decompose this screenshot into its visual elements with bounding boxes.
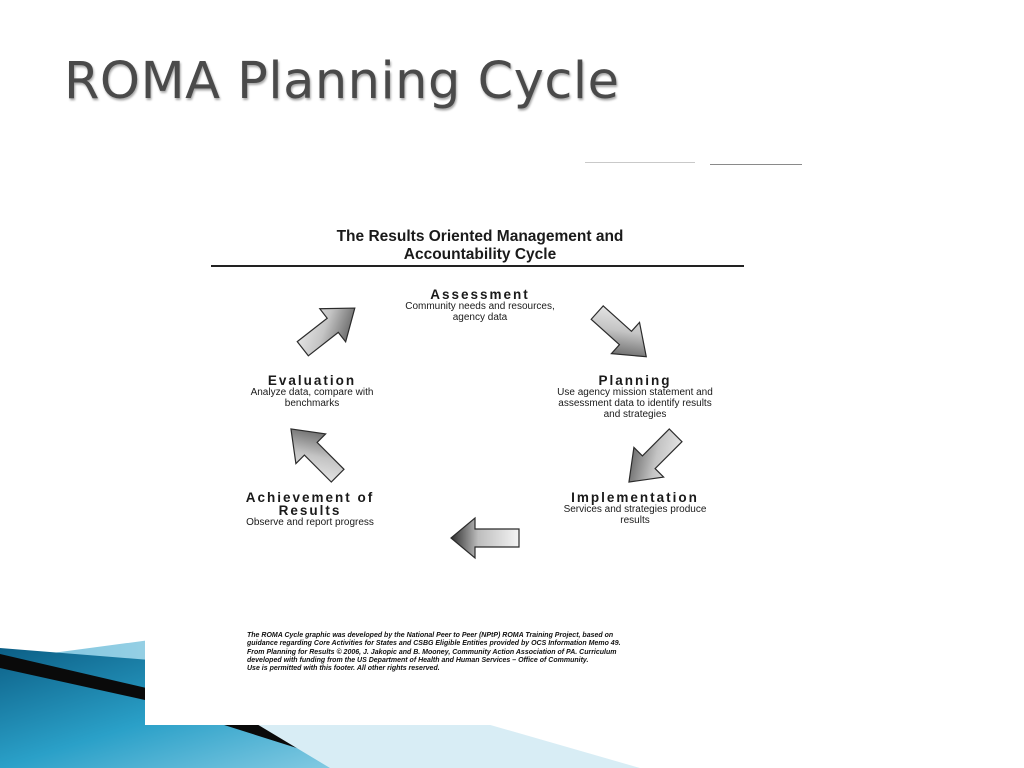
stage-description: Community needs and resources, — [405, 301, 555, 312]
stage-name: Results — [278, 503, 342, 518]
stage-name: Planning — [598, 373, 672, 388]
copyright-footer — [247, 632, 677, 673]
stage-description: Analyze data, compare with — [250, 387, 374, 398]
stage-description: Observe and report progress — [246, 517, 374, 528]
arrow-assessment-to-planning-icon — [583, 297, 660, 372]
arrow-implementation-to-achievement-icon — [451, 518, 519, 558]
stage-name: Achievement of — [245, 490, 375, 505]
slide-title: ROMA Planning Cycle — [64, 52, 620, 111]
stage-description: and strategies — [603, 409, 667, 420]
stage-description: assessment data to identify results — [558, 398, 712, 409]
footer-line: guidance regarding Core Activities for States and CSBG Eligible Entities provided by OCS Information Memo 49. — [247, 640, 621, 648]
arrow-planning-to-implementation-icon — [614, 421, 690, 497]
stage-description: results — [620, 515, 650, 526]
stage-description: Services and strategies produce — [563, 504, 707, 515]
arrow-achievement-to-evaluation-icon — [276, 414, 352, 490]
stage-name: Assessment — [430, 287, 530, 302]
stage-description: agency data — [452, 312, 508, 323]
stage-description: benchmarks — [284, 398, 340, 409]
footer-line: developed with funding from the US Department of Health and Human Services – Office of Community. — [247, 656, 589, 664]
stage-name: Evaluation — [267, 373, 357, 388]
arrow-evaluation-to-assessment-icon — [290, 292, 368, 366]
footer-line: From Planning for Results © 2006, J. Jakopic and B. Mooney, Community Action Association of PA. Curriculum — [247, 648, 617, 656]
diagram-title-line: The Results Oriented Management and — [336, 228, 624, 245]
roma-cycle-figure — [145, 158, 807, 725]
footer-line: The ROMA Cycle graphic was developed by the National Peer to Peer (NPtP) ROMA Training Project, based on — [247, 632, 614, 639]
footer-line: Use is permitted with this footer. All other rights reserved. — [247, 665, 440, 673]
stage-name: Implementation — [571, 490, 699, 505]
diagram-title-line: Accountability Cycle — [403, 246, 557, 263]
stage-description: Use agency mission statement and — [557, 387, 713, 398]
